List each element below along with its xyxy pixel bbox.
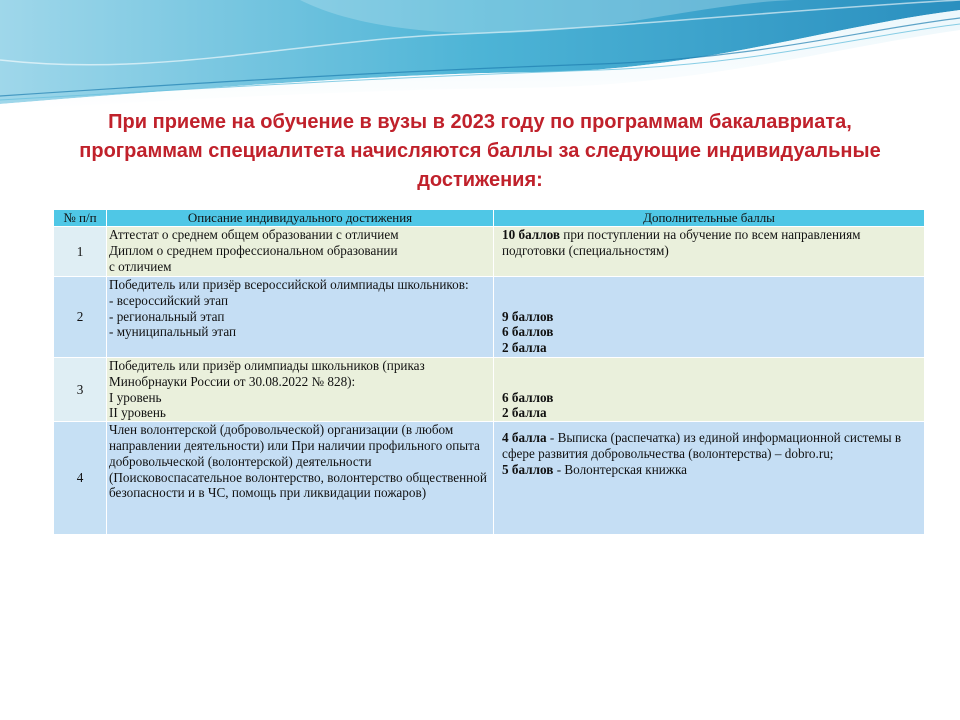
row-number: 2 xyxy=(54,277,107,358)
desc-line: I уровень xyxy=(109,389,162,405)
row-points xyxy=(494,227,925,277)
header-description: Описание индивидуального достижения xyxy=(107,210,494,227)
desc-line: Победитель или призёр всероссийской олимпиады школьников: xyxy=(109,277,469,292)
row-number: 1 xyxy=(54,227,107,277)
desc-line: II уровень xyxy=(109,405,166,421)
wave-banner xyxy=(0,0,960,120)
row-number: 3 xyxy=(54,358,107,422)
points-note: при поступлении на обучение по всем направлениям подготовки (специальностям) xyxy=(502,227,861,258)
table-row xyxy=(54,358,925,422)
header-points: Дополнительные баллы xyxy=(494,210,925,227)
points-value: 5 баллов xyxy=(502,461,554,477)
desc-line: Победитель или призёр олимпиады школьников (приказ Минобрнауки России от 30.08.2022 № 828): xyxy=(109,358,425,389)
table-row xyxy=(54,227,925,277)
points-note: - Волонтерская книжка xyxy=(553,461,688,477)
points-value: 2 балла xyxy=(502,405,547,421)
row-description xyxy=(107,277,494,358)
row-points xyxy=(494,422,925,535)
desc-line: - всероссийский этап xyxy=(109,292,229,308)
row-number: 4 xyxy=(54,422,107,535)
header-number: № п/п xyxy=(54,210,107,227)
achievements-table-container xyxy=(53,209,924,535)
desc-line: - муниципальный этап xyxy=(109,324,237,340)
points-value: 9 баллов xyxy=(502,308,554,324)
page-title: При приеме на обучение в вузы в 2023 году по программам бакалавриата, программам специалитета начисляются баллы за следующие индивидуальные достижения: xyxy=(79,111,881,191)
desc-line: с отличием xyxy=(109,258,172,274)
table-row xyxy=(54,422,925,535)
table-row xyxy=(54,277,925,358)
row-description xyxy=(107,358,494,422)
row-description xyxy=(107,227,494,277)
row-description: Член волонтерской (добровольческой) организации (в любом направлении деятельности) или При наличии профильного опыта добровольческой (волонтерской) деятельности (Поисковоспасательное волонтерство, волонтерство общественной безопасности и в ЧС, помощь при ликвидации пожаров) xyxy=(107,422,494,535)
desc-line: Диплом о среднем профессиональном образовании xyxy=(109,242,398,258)
achievements-table xyxy=(53,209,925,535)
points-value: 2 балла xyxy=(502,340,547,356)
points-value: 10 баллов xyxy=(502,227,560,242)
points-value: 6 баллов xyxy=(502,324,554,340)
desc-line: Аттестат о среднем общем образовании с отличием xyxy=(109,227,399,242)
points-value: 6 баллов xyxy=(502,389,554,405)
desc-line: - региональный этап xyxy=(109,308,225,324)
points-note: - Выписка (распечатка) из единой информационной системы в сфере развития добровольчества (волонтерства) – dobro.ru; xyxy=(502,430,902,461)
table-header-row xyxy=(54,210,925,227)
points-value: 4 балла xyxy=(502,430,547,446)
row-points xyxy=(494,358,925,422)
row-points xyxy=(494,277,925,358)
